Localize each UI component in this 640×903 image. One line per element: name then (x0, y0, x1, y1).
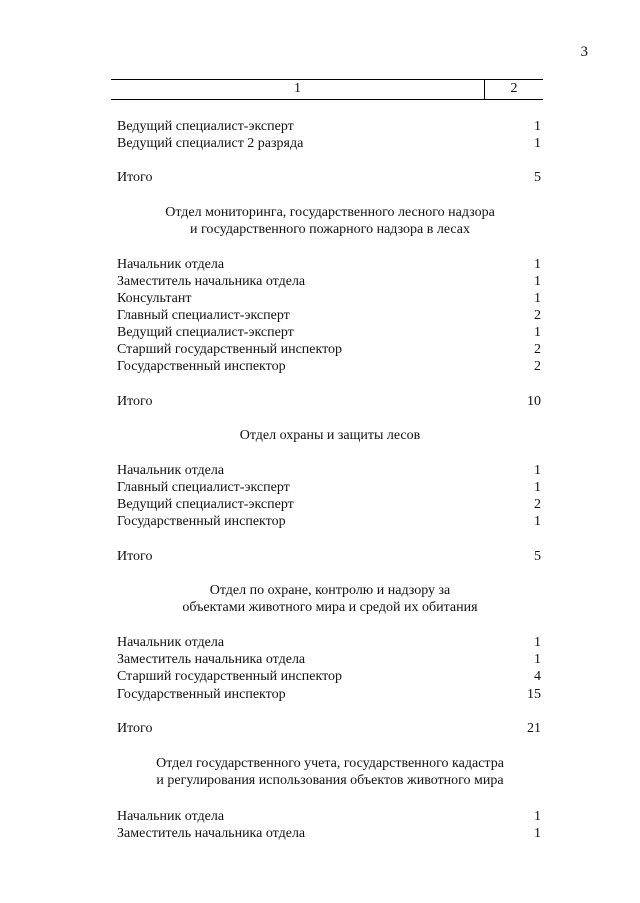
table-header (111, 79, 543, 99)
position-count: 1 (534, 809, 541, 824)
table-row (117, 341, 541, 359)
table-row (117, 808, 541, 826)
position-name: Заместитель начальника отдела (117, 274, 306, 289)
position-count: 1 (534, 119, 541, 134)
position-name: Государственный инспектор (117, 359, 286, 374)
position-name: Начальник отдела (117, 809, 225, 824)
position-count: 1 (534, 325, 541, 340)
section-title-line: объектами животного мира и средой их обитания (182, 600, 478, 615)
total-label: Итого (117, 549, 153, 564)
position-name: Главный специалист-эксперт (117, 308, 290, 323)
table-row (117, 513, 541, 531)
total-row (117, 393, 541, 411)
position-name: Начальник отдела (117, 463, 225, 478)
position-count: 1 (534, 463, 541, 478)
position-name: Государственный инспектор (117, 687, 286, 702)
total-label: Итого (117, 394, 153, 409)
header-bottom-rule (111, 99, 543, 100)
position-count: 2 (534, 308, 541, 323)
table-row (117, 479, 541, 497)
position-count: 1 (534, 136, 541, 151)
position-count: 1 (534, 480, 541, 495)
table-row (117, 273, 541, 291)
position-name: Ведущий специалист 2 разряда (117, 136, 304, 151)
position-count: 15 (527, 687, 541, 702)
table-row (117, 290, 541, 308)
section-title-line: Отдел охраны и защиты лесов (239, 428, 421, 443)
total-count: 10 (527, 394, 541, 409)
section-title-line: Отдел мониторинга, государственного лесного надзора (165, 205, 495, 220)
section-title-line: и государственного пожарного надзора в лесах (189, 222, 470, 237)
position-count: 4 (534, 669, 541, 684)
header-col-2: 2 (510, 81, 518, 96)
position-name: Ведущий специалист-эксперт (117, 119, 294, 134)
table-row (117, 825, 541, 843)
position-name: Начальник отдела (117, 257, 225, 272)
position-count: 1 (534, 826, 541, 841)
table-row (117, 651, 541, 669)
table-row (117, 496, 541, 514)
position-name: Ведущий специалист-эксперт (117, 497, 294, 512)
section-title-line: Отдел государственного учета, государственного кадастра (156, 756, 504, 771)
total-count: 5 (534, 549, 541, 564)
position-count: 1 (534, 514, 541, 529)
table-row (117, 256, 541, 274)
section-title-line: и регулирования использования объектов животного мира (156, 773, 504, 788)
position-name: Главный специалист-эксперт (117, 480, 290, 495)
position-name: Консультант (117, 291, 192, 306)
header-col-1: 1 (294, 81, 301, 96)
position-count: 2 (534, 359, 541, 374)
position-count: 1 (534, 635, 541, 650)
page-number: 3 (580, 44, 588, 60)
table-row (117, 307, 541, 325)
total-label: Итого (117, 170, 153, 185)
table-row (117, 634, 541, 652)
position-name: Старший государственный инспектор (117, 342, 343, 357)
position-count: 1 (534, 291, 541, 306)
position-count: 1 (534, 274, 541, 289)
table-row (117, 358, 541, 376)
section-title-line: Отдел по охране, контролю и надзору за (209, 583, 451, 598)
table-row (117, 135, 541, 153)
total-row (117, 720, 541, 738)
position-name: Начальник отдела (117, 635, 225, 650)
position-count: 1 (534, 652, 541, 667)
table-row (117, 462, 541, 480)
header-top-rule (111, 79, 543, 80)
total-row (117, 169, 541, 187)
position-count: 1 (534, 257, 541, 272)
total-row (117, 548, 541, 566)
table-row (117, 118, 541, 136)
position-name: Заместитель начальника отдела (117, 826, 306, 841)
position-name: Ведущий специалист-эксперт (117, 325, 294, 340)
total-count: 21 (527, 721, 541, 736)
position-name: Государственный инспектор (117, 514, 286, 529)
position-name: Старший государственный инспектор (117, 669, 343, 684)
position-count: 2 (534, 342, 541, 357)
total-count: 5 (534, 170, 541, 185)
total-label: Итого (117, 721, 153, 736)
table-row (117, 686, 541, 704)
table-row (117, 668, 541, 686)
position-count: 2 (534, 497, 541, 512)
position-name: Заместитель начальника отдела (117, 652, 306, 667)
table-row (117, 324, 541, 342)
